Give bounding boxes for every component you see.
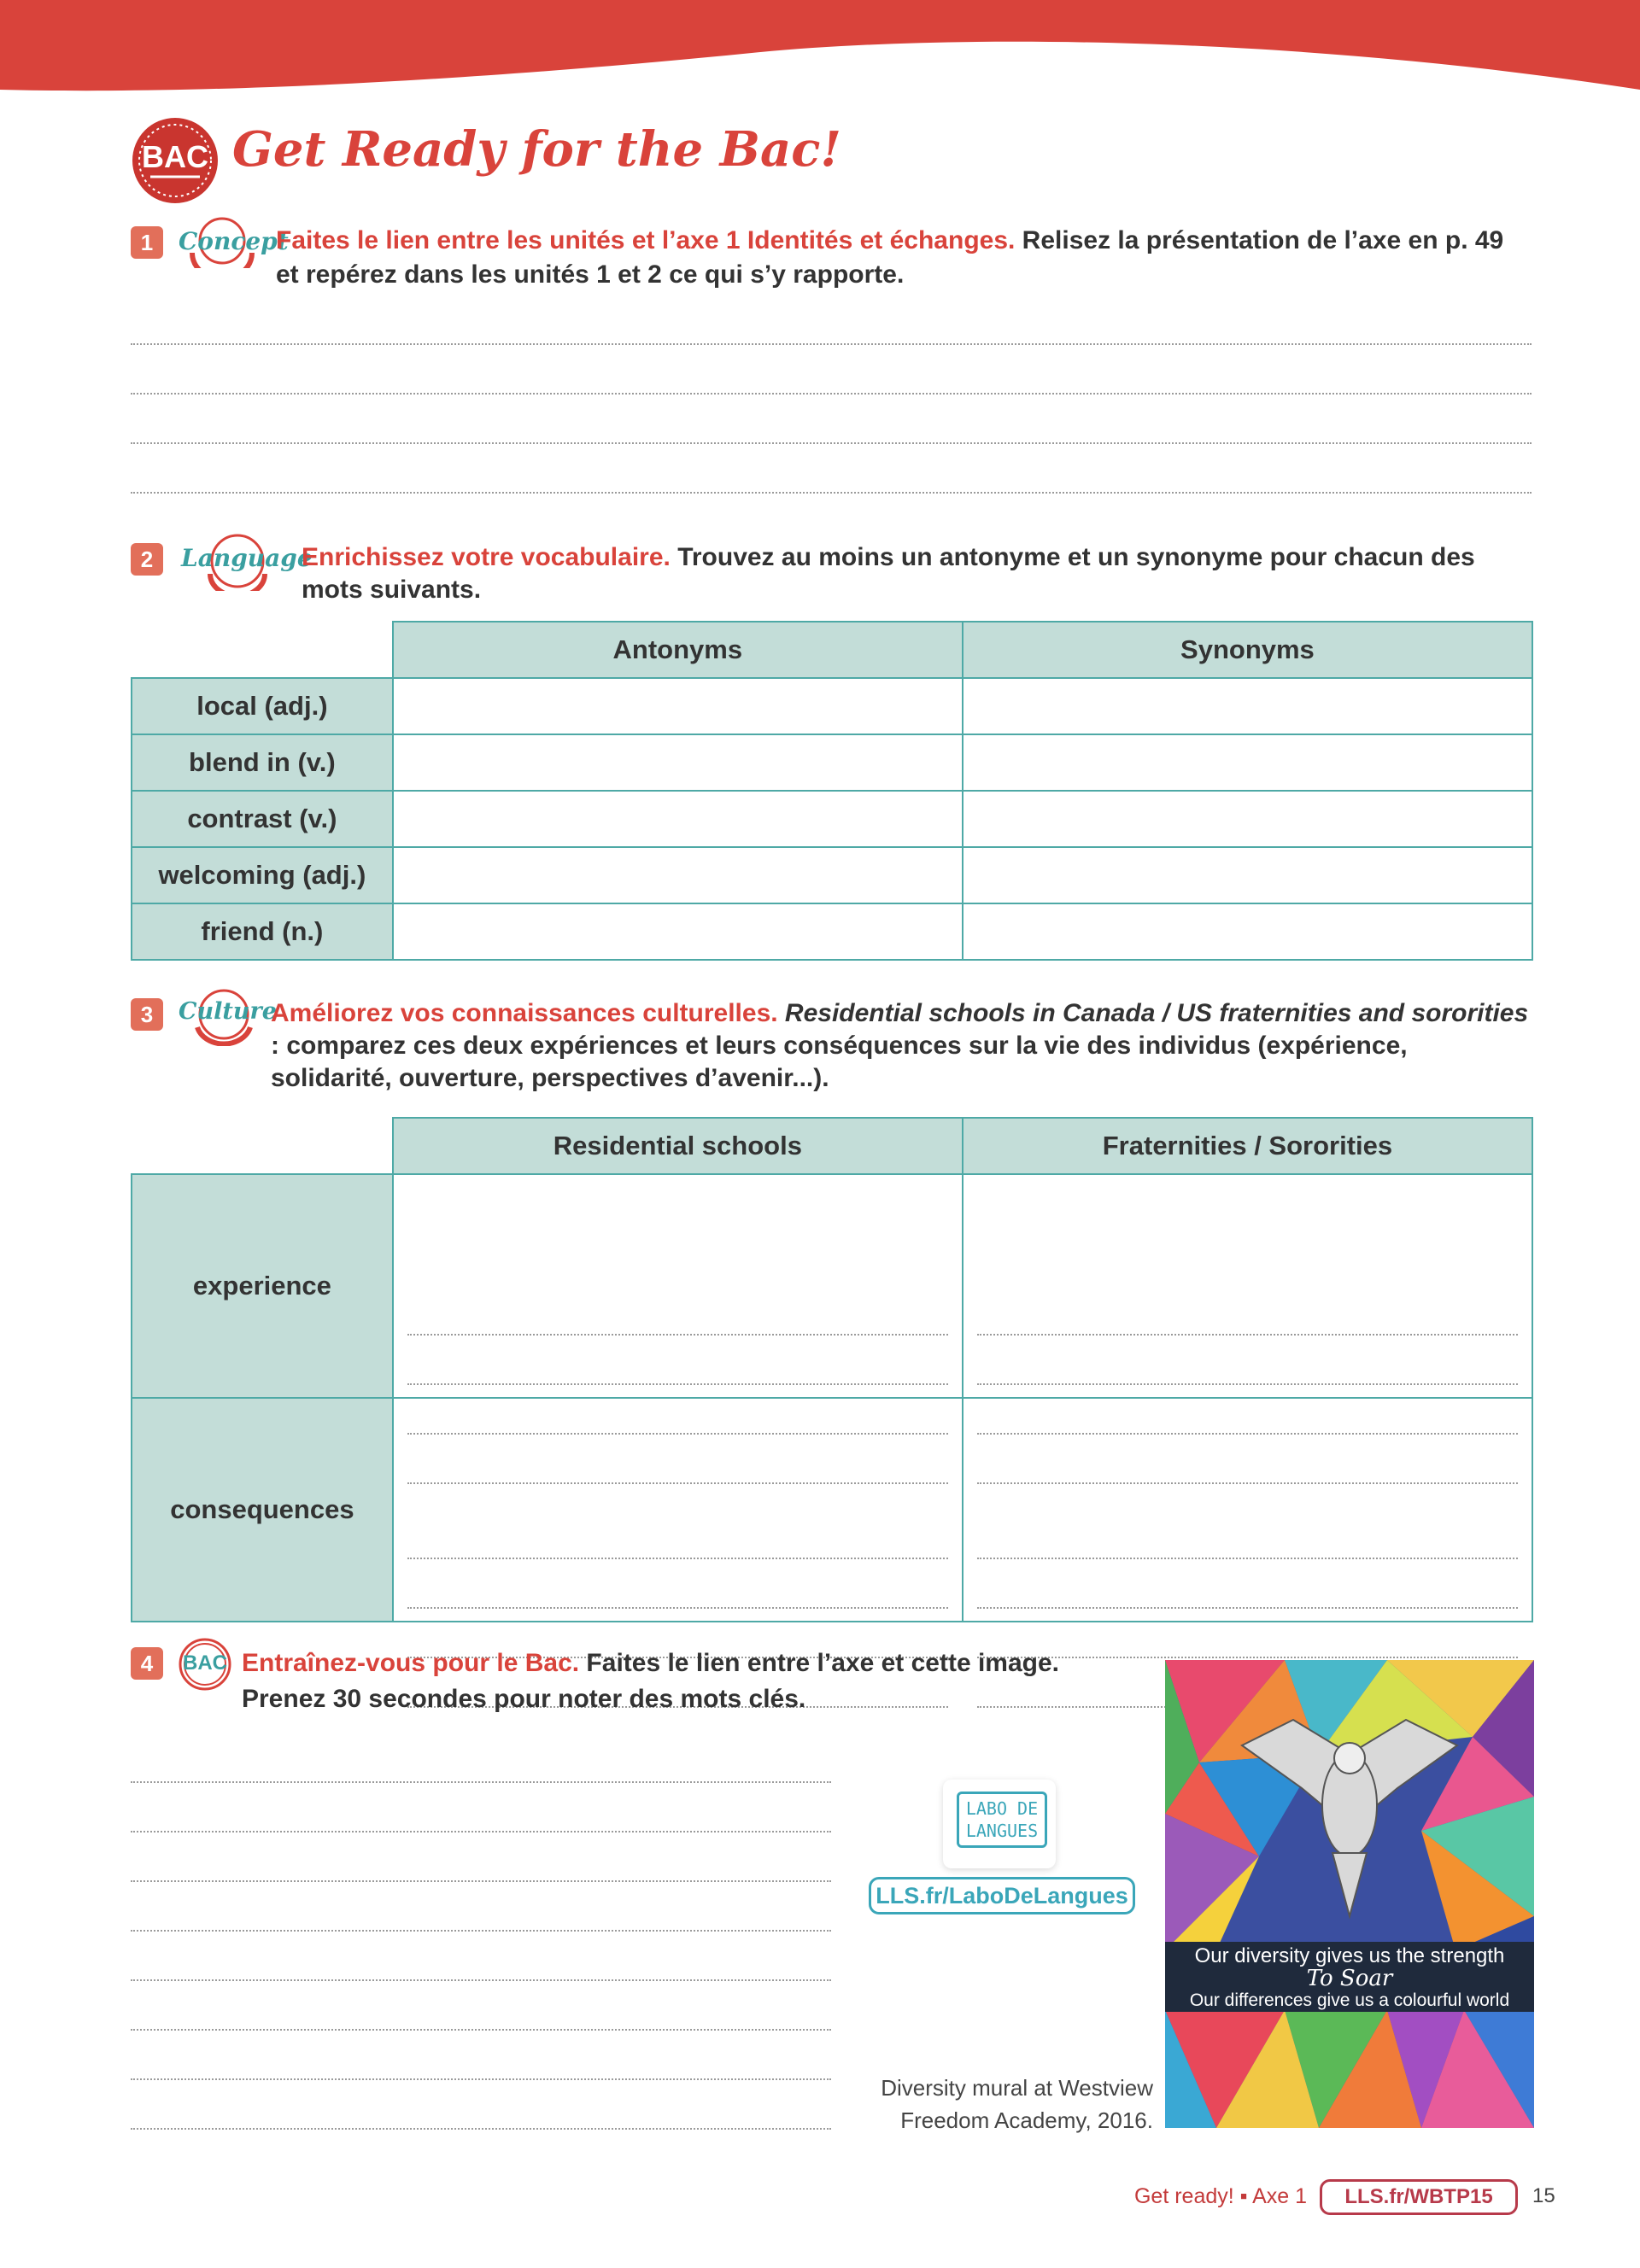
vocabulary-table bbox=[131, 621, 1533, 961]
answer-line[interactable] bbox=[131, 2078, 831, 2080]
answer-line[interactable] bbox=[131, 1930, 831, 1932]
question-1-text: Faites le lien entre les unités et l’axe 1 Identités et échanges. Relisez la présentation de l’axe en p. 49 et repérez dans les unités 1 et 2 ce qui s’y rapporte. bbox=[276, 226, 1504, 289]
answer-cell[interactable] bbox=[393, 734, 963, 791]
concept-tag: Concept bbox=[175, 217, 269, 268]
row-header: local (adj.) bbox=[132, 678, 393, 734]
culture-table bbox=[131, 1117, 1533, 1622]
answer-cell[interactable] bbox=[393, 903, 963, 960]
column-header-fraternities: Fraternities / Sororities bbox=[963, 1118, 1532, 1174]
answer-line[interactable] bbox=[131, 343, 1532, 345]
column-header-residential-schools: Residential schools bbox=[393, 1118, 963, 1174]
culture-tag: Culture bbox=[177, 986, 271, 1046]
labo-de-langues-link[interactable]: LLS.fr/LaboDeLangues bbox=[869, 1877, 1135, 1914]
answer-cell[interactable] bbox=[963, 1174, 1532, 1398]
question-2-text: Enrichissez votre vocabulaire. Trouvez au moins un antonyme et un synonyme pour chacun des mots suivants. bbox=[302, 543, 1475, 604]
row-header: blend in (v.) bbox=[132, 734, 393, 791]
question-number-2: 2 bbox=[131, 543, 163, 576]
labo-de-langues-logo: LABO DE LANGUES bbox=[943, 1780, 1056, 1868]
question-number-4: 4 bbox=[131, 1647, 163, 1680]
row-header-experience: experience bbox=[132, 1174, 393, 1398]
bac-badge bbox=[130, 115, 220, 206]
language-tag: Language bbox=[178, 531, 297, 591]
mural-text: Our diversity gives us the strength To Soar Our differences give us a colourful world bbox=[1189, 1944, 1510, 2010]
answer-line[interactable] bbox=[131, 1781, 831, 1783]
answer-line[interactable] bbox=[131, 393, 1532, 395]
diversity-mural-image bbox=[1165, 1660, 1534, 2128]
answer-cell[interactable] bbox=[393, 678, 963, 734]
footer-section: Get ready! ▪ Axe 1 bbox=[1133, 2184, 1307, 2208]
column-header-antonyms: Antonyms bbox=[393, 622, 963, 678]
answer-line[interactable] bbox=[131, 492, 1532, 494]
answer-cell[interactable] bbox=[393, 1398, 963, 1622]
table-corner bbox=[132, 622, 393, 678]
footer-link[interactable]: LLS.fr/WBTP15 bbox=[1320, 2179, 1518, 2215]
answer-cell[interactable] bbox=[393, 847, 963, 903]
answer-line[interactable] bbox=[131, 2128, 831, 2130]
answer-cell[interactable] bbox=[963, 847, 1532, 903]
answer-line[interactable] bbox=[131, 1880, 831, 1882]
mosaic-triangles bbox=[1165, 1660, 1534, 2128]
answer-line[interactable] bbox=[131, 442, 1532, 444]
row-header: welcoming (adj.) bbox=[132, 847, 393, 903]
question-3-text: Améliorez vos connaissances culturelles. Residential schools in Canada / US fraternities and sororities : comparez ces deux expériences et leurs conséquences sur la vie des individus (expérience, solidarité, ouverture, perspectives d’avenir...). bbox=[271, 999, 1529, 1092]
row-header-consequences: consequences bbox=[132, 1398, 393, 1622]
page-number: 15 bbox=[1532, 2184, 1555, 2207]
answer-cell[interactable] bbox=[963, 791, 1532, 847]
top-banner bbox=[0, 0, 1640, 94]
question-4-text: Entraînez-vous pour le Bac. Faites le lien entre l’axe et cette image. Prenez 30 secondes pour noter des mots clés. bbox=[242, 1649, 1060, 1713]
question-number-3: 3 bbox=[131, 998, 163, 1031]
table-corner bbox=[132, 1118, 393, 1174]
answer-cell[interactable] bbox=[963, 678, 1532, 734]
answer-cell[interactable] bbox=[963, 903, 1532, 960]
image-caption: Diversity mural at Westview Freedom Academy, 2016. bbox=[881, 2075, 1153, 2133]
answer-line[interactable] bbox=[131, 2029, 831, 2031]
row-header: friend (n.) bbox=[132, 903, 393, 960]
column-header-synonyms: Synonyms bbox=[963, 622, 1532, 678]
answer-line[interactable] bbox=[131, 1979, 831, 1981]
answer-line[interactable] bbox=[131, 1831, 831, 1833]
answer-cell[interactable] bbox=[963, 734, 1532, 791]
row-header: contrast (v.) bbox=[132, 791, 393, 847]
bac-tag: BAC bbox=[176, 1636, 234, 1692]
answer-cell[interactable] bbox=[393, 791, 963, 847]
question-number-1: 1 bbox=[131, 226, 163, 259]
answer-cell[interactable] bbox=[963, 1398, 1532, 1622]
page-title: Get Ready for the Bac! bbox=[232, 121, 841, 178]
bac-badge-label: BAC bbox=[142, 139, 208, 174]
answer-cell[interactable] bbox=[393, 1174, 963, 1398]
